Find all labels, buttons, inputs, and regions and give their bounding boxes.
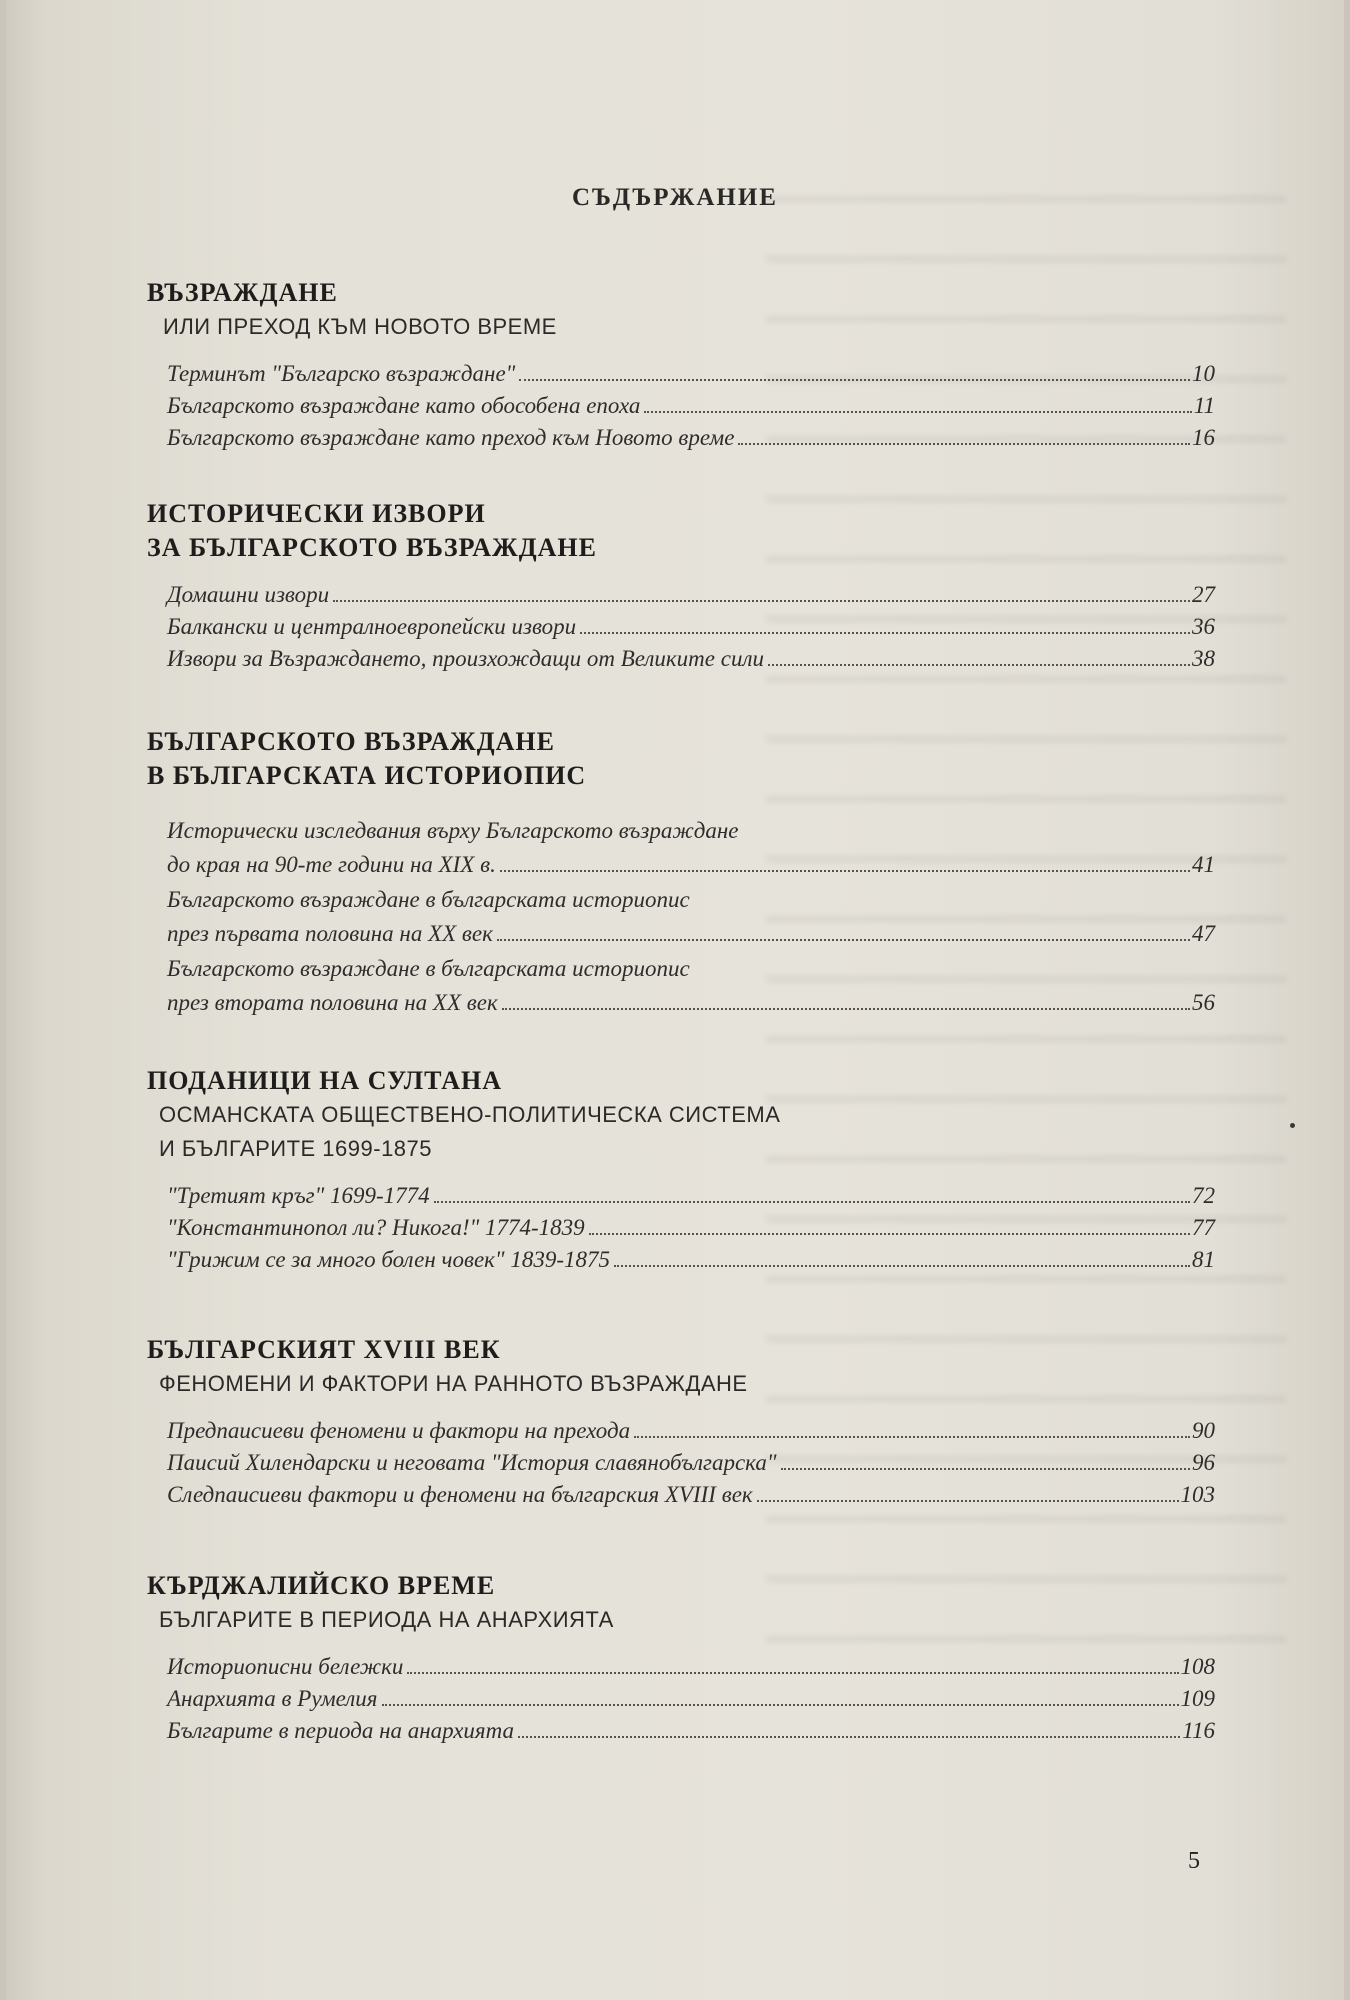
ink-speck <box>1290 1123 1295 1128</box>
entry-list <box>147 1651 1215 1747</box>
section-title: КЪРДЖАЛИЙСКО ВРЕМЕ <box>147 1571 496 1600</box>
toc-section-podanitsi <box>147 1064 1215 1276</box>
entry-title: Историописни бележки <box>167 1654 404 1679</box>
entry-title-line1: Исторически изследвания върху Българското възраждане <box>167 818 739 843</box>
entry-page: 96 <box>1192 1450 1215 1475</box>
dot-leader <box>634 1436 1190 1438</box>
toc-entry[interactable] <box>167 390 1215 422</box>
entry-title: "Третият кръг" 1699-1774 <box>167 1183 430 1208</box>
section-title: ИСТОРИЧЕСКИ ИЗВОРИ <box>147 499 486 528</box>
toc-entry[interactable] <box>167 422 1215 454</box>
toc-section-izvori <box>147 497 1215 675</box>
toc-entry[interactable] <box>167 1447 1215 1479</box>
entry-list <box>147 813 1215 1020</box>
dot-leader <box>502 1008 1190 1010</box>
entry-page: 10 <box>1192 361 1215 386</box>
entry-page: 109 <box>1180 1686 1215 1711</box>
dot-leader <box>519 379 1190 381</box>
entry-title: Българското възраждане като обособена епоха <box>167 393 641 418</box>
entry-title: Българите в периода на анархията <box>167 1718 514 1743</box>
entry-title: Предпаисиеви феномени и фактори на прехода <box>167 1418 631 1443</box>
entry-title: през първата половина на XX век <box>167 921 493 946</box>
dot-leader <box>589 1233 1190 1235</box>
dot-leader <box>781 1468 1190 1470</box>
entry-list <box>147 1415 1215 1511</box>
entry-page: 38 <box>1192 646 1215 671</box>
entry-page: 41 <box>1192 852 1215 877</box>
entry-page: 16 <box>1192 425 1215 450</box>
entry-list <box>147 358 1215 454</box>
section-title-line2: ЗА БЪЛГАРСКОТО ВЪЗРАЖДАНЕ <box>147 533 597 562</box>
toc-entry[interactable] <box>167 1415 1215 1447</box>
section-subtitle: ИЛИ ПРЕХОД КЪМ НОВОТО ВРЕМЕ <box>163 314 557 339</box>
toc-entry[interactable] <box>167 1479 1215 1511</box>
toc-entry[interactable] <box>167 951 1215 1020</box>
dot-leader <box>738 443 1190 445</box>
toc-section-istoriopis <box>147 725 1215 1020</box>
section-title: ПОДАНИЦИ НА СУЛТАНА <box>147 1066 502 1095</box>
dot-leader <box>768 664 1190 666</box>
dot-leader <box>644 411 1191 413</box>
dot-leader <box>382 1704 1179 1706</box>
dot-leader <box>407 1672 1178 1674</box>
toc-entry[interactable] <box>167 1651 1215 1683</box>
toc-section-vazrazhdane <box>147 276 1215 454</box>
toc-title: СЪДЪРЖАНИЕ <box>572 184 778 211</box>
toc-entry[interactable] <box>167 1683 1215 1715</box>
section-subtitle-line2: И БЪЛГАРИТЕ 1699-1875 <box>159 1136 433 1161</box>
section-title: БЪЛГАРСКИЯТ XVIII ВЕК <box>147 1335 501 1364</box>
entry-page: 81 <box>1192 1247 1215 1272</box>
dot-leader <box>614 1265 1190 1267</box>
entry-page: 36 <box>1192 614 1215 639</box>
toc-entry[interactable] <box>167 643 1215 675</box>
toc-entry[interactable] <box>167 1212 1215 1244</box>
dot-leader <box>518 1736 1180 1738</box>
toc-entry[interactable] <box>167 358 1215 390</box>
dot-leader <box>333 600 1190 602</box>
entry-page: 108 <box>1180 1654 1215 1679</box>
toc-entry[interactable] <box>167 882 1215 951</box>
entry-title: през втората половина на XX век <box>167 990 498 1015</box>
section-subtitle: ОСМАНСКАТА ОБЩЕСТВЕНО-ПОЛИТИЧЕСКА СИСТЕМА <box>159 1102 781 1127</box>
dot-leader <box>497 939 1190 941</box>
entry-list <box>147 1180 1215 1276</box>
entry-title: Българското възраждане като преход към Новото време <box>167 425 735 450</box>
toc-entry[interactable] <box>167 611 1215 643</box>
entry-page: 103 <box>1180 1482 1215 1507</box>
section-title: ВЪЗРАЖДАНЕ <box>147 278 338 307</box>
toc-section-kardzhaliysko <box>147 1569 1215 1747</box>
entry-page: 116 <box>1182 1718 1215 1743</box>
entry-title: "Грижим се за много болен човек" 1839-1875 <box>167 1247 610 1272</box>
toc-entry[interactable] <box>167 1180 1215 1212</box>
section-title: БЪЛГАРСКОТО ВЪЗРАЖДАНЕ <box>147 727 555 756</box>
entry-page: 72 <box>1192 1183 1215 1208</box>
section-subtitle: ФЕНОМЕНИ И ФАКТОРИ НА РАННОТО ВЪЗРАЖДАНЕ <box>159 1371 748 1396</box>
entry-page: 56 <box>1192 990 1215 1015</box>
entry-title: Паисий Хилендарски и неговата "История славянобългарска" <box>167 1450 777 1475</box>
entry-title: до края на 90-те години на XIX в. <box>167 852 496 877</box>
entry-page: 90 <box>1192 1418 1215 1443</box>
entry-list <box>147 579 1215 675</box>
entry-title: Извори за Възраждането, произхождащи от Великите сили <box>167 646 764 671</box>
entry-title: Следпаисиеви фактори и феномени на българския XVIII век <box>167 1482 753 1507</box>
dot-leader <box>757 1500 1179 1502</box>
entry-title: Терминът "Българско възраждане" <box>167 361 516 386</box>
section-subtitle: БЪЛГАРИТЕ В ПЕРИОДА НА АНАРХИЯТА <box>159 1607 614 1632</box>
toc-entry[interactable] <box>167 813 1215 882</box>
dot-leader <box>434 1201 1190 1203</box>
toc-entry[interactable] <box>167 579 1215 611</box>
entry-page: 77 <box>1192 1215 1215 1240</box>
page-number: 5 <box>1188 1848 1200 1874</box>
toc-entry[interactable] <box>167 1715 1215 1747</box>
toc-section-xviii-vek <box>147 1333 1215 1511</box>
entry-title-line1: Българското възраждане в българската историопис <box>167 887 690 912</box>
entry-title-line1: Българското възраждане в българската историопис <box>167 956 690 981</box>
entry-page: 27 <box>1192 582 1215 607</box>
entry-title: "Константинопол ли? Никога!" 1774-1839 <box>167 1215 585 1240</box>
dot-leader <box>500 870 1190 872</box>
entry-page: 47 <box>1192 921 1215 946</box>
entry-title: Анархията в Румелия <box>167 1686 378 1711</box>
entry-page: 11 <box>1193 393 1215 418</box>
entry-title: Балкански и централноевропейски извори <box>167 614 577 639</box>
dot-leader <box>580 632 1190 634</box>
toc-entry[interactable] <box>167 1244 1215 1276</box>
section-title-line2: В БЪЛГАРСКАТА ИСТОРИОПИС <box>147 761 587 790</box>
entry-title: Домашни извори <box>167 582 330 607</box>
